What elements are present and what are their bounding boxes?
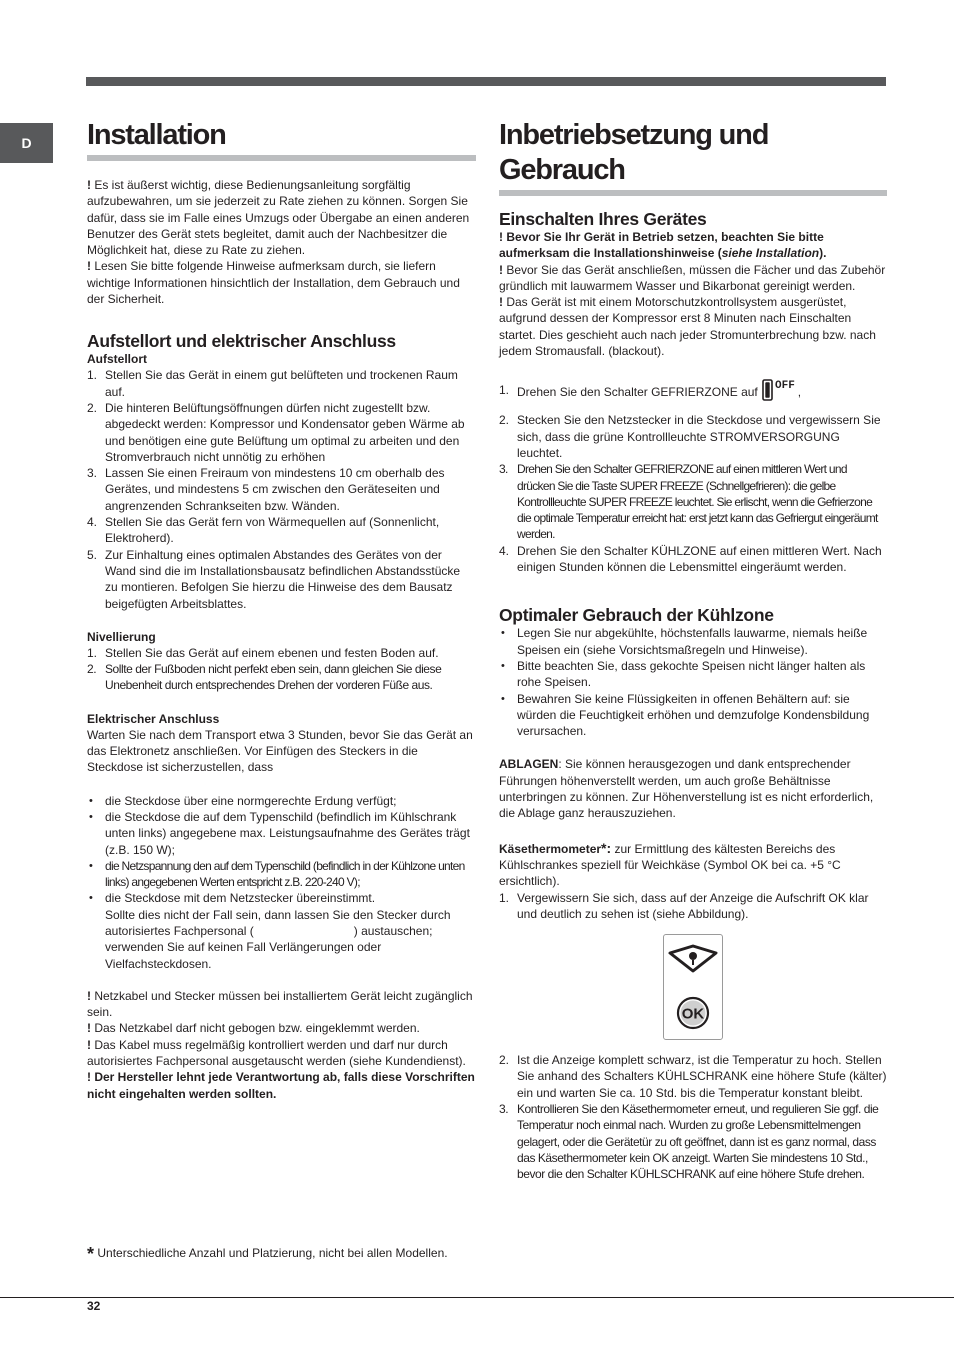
warning-note: ! Das Kabel muss regelmäßig kontrolliert werden und darf nur durch autorisiertes Fachpersonal ausgetauscht werden (siehe Kundendienst). xyxy=(87,1037,466,1069)
footnote: * Unterschiedliche Anzahl und Platzierung, nicht bei allen Modellen. xyxy=(87,1244,448,1264)
anschluss-intro: Warten Sie nach dem Transport etwa 3 Stunden, bevor Sie das Gerät an das Elektronetz anschließen. Vor Einfügen des Steckers in die Steckdose ist sicherzustellen, dass xyxy=(87,727,473,775)
list-item: 3. Drehen Sie den Schalter GEFRIERZONE auf einen mittleren Wert und drücken Sie die Taste SUPER FREEZE (Schnellgefrieren): die gelbe Kontrollleuchte SUPER FREEZE leuchtet. Sie erlischt, wenn die Gefrierzone die optimale Temperatur erreicht hat: erst jetzt kann das Gefriergut eingeräumt werden. xyxy=(499,462,878,542)
list-item: 2. Ist die Anzeige komplett schwarz, ist die Temperatur zu hoch. Stellen Sie anhand des Schalters KÜHLSCHRANK eine höhere Stufe (kälter) ein und warten Sie ca. 10 Std. bis die Temperatur konstant bleibt. xyxy=(499,1053,887,1100)
inbetriebsetzung-title: Inbetriebsetzung und Gebrauch xyxy=(499,119,769,186)
anschluss-checklist xyxy=(87,793,476,907)
list-item: • Bewahren Sie keine Flüssigkeiten in offenen Behältern auf: sie würden die Feuchtigkeit erhöhen und demzufolge Kondensbildung verursachen. xyxy=(499,691,887,740)
thermometer-display-icon xyxy=(663,934,723,1040)
list-item: 2. Stecken Sie den Netzstecker in die Steckdose und vergewissern Sie sich, dass die grüne Kontrollleuchte STROMVERSORGUNG leuchtet. xyxy=(499,413,881,460)
list-item: 3. Kontrollieren Sie den Käsethermometer erneut, und regulieren Sie ggf. die Temperatur noch einmal nach. Wurden zu große Lebensmittelmengen gelagert, oder die Gerätetür zu oft geöffnet, dann ist es ganz normal, dass das Käsethermometer kein OK anzeigt. Warten Sie mindestens 10 Std., bevor die den Schalter KÜHLSCHRANK auf eine höhere Stufe drehen. xyxy=(499,1101,879,1182)
aufstellort-list xyxy=(87,367,476,611)
einschalten-note: ! Das Gerät ist mit einem Motorschutzkontrollsystem ausgerüstet, aufgrund dessen der Kompressor erst 8 Minuten nach Einschalten startet. Dies geschieht auch nach jeder Stromunterbrechung bzw. nach jedem Stromausfall. (blackout). xyxy=(499,295,876,359)
subheading-nivellierung: Nivellierung xyxy=(87,629,156,644)
list-item: 3. Lassen Sie einen Freiraum von mindestens 10 cm oberhalb des Gerätes, und mindestens 5 cm zwischen den Geräteseiten und angrenzenden Schrankseiten bzw. Wänden. xyxy=(87,466,445,513)
list-item: 1. Vergewissern Sie sich, dass auf der Anzeige die Aufschrift OK klar und deutlich zu sehen ist (siehe Abbildung). xyxy=(499,890,869,921)
list-item: 5. Zur Einhaltung eines optimalen Abstandes des Gerätes von der Wand sind die im Installationsbausatz befindlichen Abstandsstücke zu montieren. Befolgen Sie hierzu die Hinweise des dem Bausatz beigefügten Arbeitsblattes. xyxy=(87,547,461,611)
liability-warning: ! Der Hersteller lehnt jede Verantwortung ab, falls diese Vorschriften nicht eingehalten werden sollten. xyxy=(87,1070,475,1101)
list-item: 1. Stellen Sie das Gerät in einem gut belüfteten und trockenen Raum auf. xyxy=(87,368,458,399)
list-item: • Bitte beachten Sie, dass gekochte Speisen nicht länger halten als rohe Speisen. xyxy=(499,658,887,691)
nivellierung-list xyxy=(87,645,476,694)
list-item: 1. Drehen Sie den Schalter GEFRIERZONE auf OFF , xyxy=(499,377,887,410)
kaesethermometer-steps xyxy=(499,890,887,923)
list-item: 4. Stellen Sie das Gerät fern von Wärmequellen auf (Sonnenlicht, Elektroherd). xyxy=(87,515,440,546)
list-item: 2. Sollte der Fußboden nicht perfekt eben sein, dann gleichen Sie diese Unebenheit durch entsprechendes Drehen der vorderen Füße aus. xyxy=(87,662,442,693)
footer-rule xyxy=(0,1297,954,1298)
language-tab: D xyxy=(0,123,53,163)
list-item: • die Netzspannung den auf dem Typenschild (befindlich in der Kühlzone unten links) angegebenen Werten entspricht z.B. 220-240 V); xyxy=(87,858,476,891)
switch-off-icon xyxy=(762,377,798,410)
warning-note: ! Netzkabel und Stecker müssen bei installiertem Gerät leicht zugänglich sein. xyxy=(87,988,473,1020)
list-item: • Legen Sie nur abgekühlte, höchstenfalls lauwarme, niemals heiße Speisen ein (siehe Vorsichtsmaßregeln und Hinweise). xyxy=(499,625,887,658)
intro-notes xyxy=(87,177,476,307)
section-heading-aufstellort-anschluss: Aufstellort und elektrischer Anschluss xyxy=(87,331,396,352)
list-item: • die Steckdose mit dem Netzstecker übereinstimmt. xyxy=(87,890,476,906)
svg-text:OK: OK xyxy=(681,1005,705,1023)
einschalten-bold-note: ! Bevor Sie Ihr Gerät in Betrieb setzen, beachten Sie bitte aufmerksam die Installationshinweise (siehe Installation). xyxy=(499,230,827,261)
intro-note: ! Es ist äußerst wichtig, diese Bedienungsanleitung sorgfältig aufzubewahren, um sie jederzeit zu Rate ziehen zu können. Sorgen Sie dafür, dass sie im Falle eines Umzugs oder Übergabe an einen anderen Benutzer des Gerät stets begleitet, damit auch der Nachbesitzer die Möglichkeit hat, diese zu Rate zu ziehen. xyxy=(87,178,470,258)
kaesethermometer-steps-continued xyxy=(499,1052,887,1182)
inbetriebsetzung-column xyxy=(499,118,887,1182)
header-bar xyxy=(86,77,886,86)
list-item: • die Steckdose über eine normgerechte Erdung verfügt; xyxy=(87,793,476,809)
anschluss-extra: Sollte dies nicht der Fall sein, dann lassen Sie den Stecker durch autorisiertes Fachpersonal ( ) austauschen; verwenden Sie auf keinen Fall Verlängerungen oder Vielfachsteckdosen. xyxy=(105,907,454,971)
subheading-elektrischer-anschluss: Elektrischer Anschluss xyxy=(87,711,220,726)
kuehlzone-tips xyxy=(499,625,887,739)
section-heading-kuehlzone: Optimaler Gebrauch der Kühlzone xyxy=(499,605,774,626)
page-number: 32 xyxy=(87,1299,101,1313)
section-heading-einschalten: Einschalten Ihres Gerätes xyxy=(499,209,707,229)
svg-text:OFF: OFF xyxy=(774,380,795,393)
list-item: 2. Die hinteren Belüftungsöffnungen dürfen nicht zugestellt bzw. abgedeckt werden: Kompressor und Kondensator geben Wärme ab und benötigen eine gute Belüftung um optimal zu arbeiten und den Stromverbrauch nicht unnötig zu erhöhen xyxy=(87,400,465,464)
list-item: 4. Drehen Sie den Schalter KÜHLZONE auf einen mittleren Wert. Nach einigen Stunden können die Lebensmittel eingeräumt werden. xyxy=(499,543,882,575)
warning-note: ! Das Netzkabel darf nicht gebogen bzw. eingeklemmt werden. xyxy=(87,1021,420,1036)
intro-note: ! Lesen Sie bitte folgende Hinweise aufmerksam durch, sie liefern wichtige Informationen hinsichtlich der Installation, dem Gebrauch und der Sicherheit. xyxy=(87,259,460,307)
list-item: • die Steckdose die auf dem Typenschild (befindlich im Kühlschrank unten links) angegebene max. Leistungsaufnahme des Gerätes trägt (z.B. 150 W); xyxy=(87,809,476,858)
installation-column xyxy=(87,118,476,1102)
title-rule xyxy=(499,190,887,196)
installation-title: Installation xyxy=(87,119,226,151)
title-rule xyxy=(87,155,476,161)
subheading-aufstellort: Aufstellort xyxy=(87,352,147,367)
einschalten-steps xyxy=(499,377,887,575)
kaesethermometer-paragraph: Käsethermometer*: zur Ermittlung des kältesten Bereichs des Kühlschrankes speziell für Weichkäse (Symbol OK bei ca. +5 °C ersichtlich). xyxy=(499,839,841,889)
list-item: 1. Stellen Sie das Gerät auf einem ebenen und festen Boden auf. xyxy=(87,645,439,660)
einschalten-note: ! Bevor Sie das Gerät anschließen, müssen die Fächer und das Zubehör gründlich mit lauwarmem Wasser und Bikarbonat gereinigt werden. xyxy=(499,262,886,293)
ablagen-paragraph: ABLAGEN: Sie können herausgezogen und dank entsprechender Führungen höhenverstellt werden, um auch große Behältnisse unterbringen zu können. Zur Höhenverstellung ist es nicht erforderlich, die Ablage ganz herauszuziehen. xyxy=(499,757,874,821)
warnings xyxy=(87,988,476,1102)
